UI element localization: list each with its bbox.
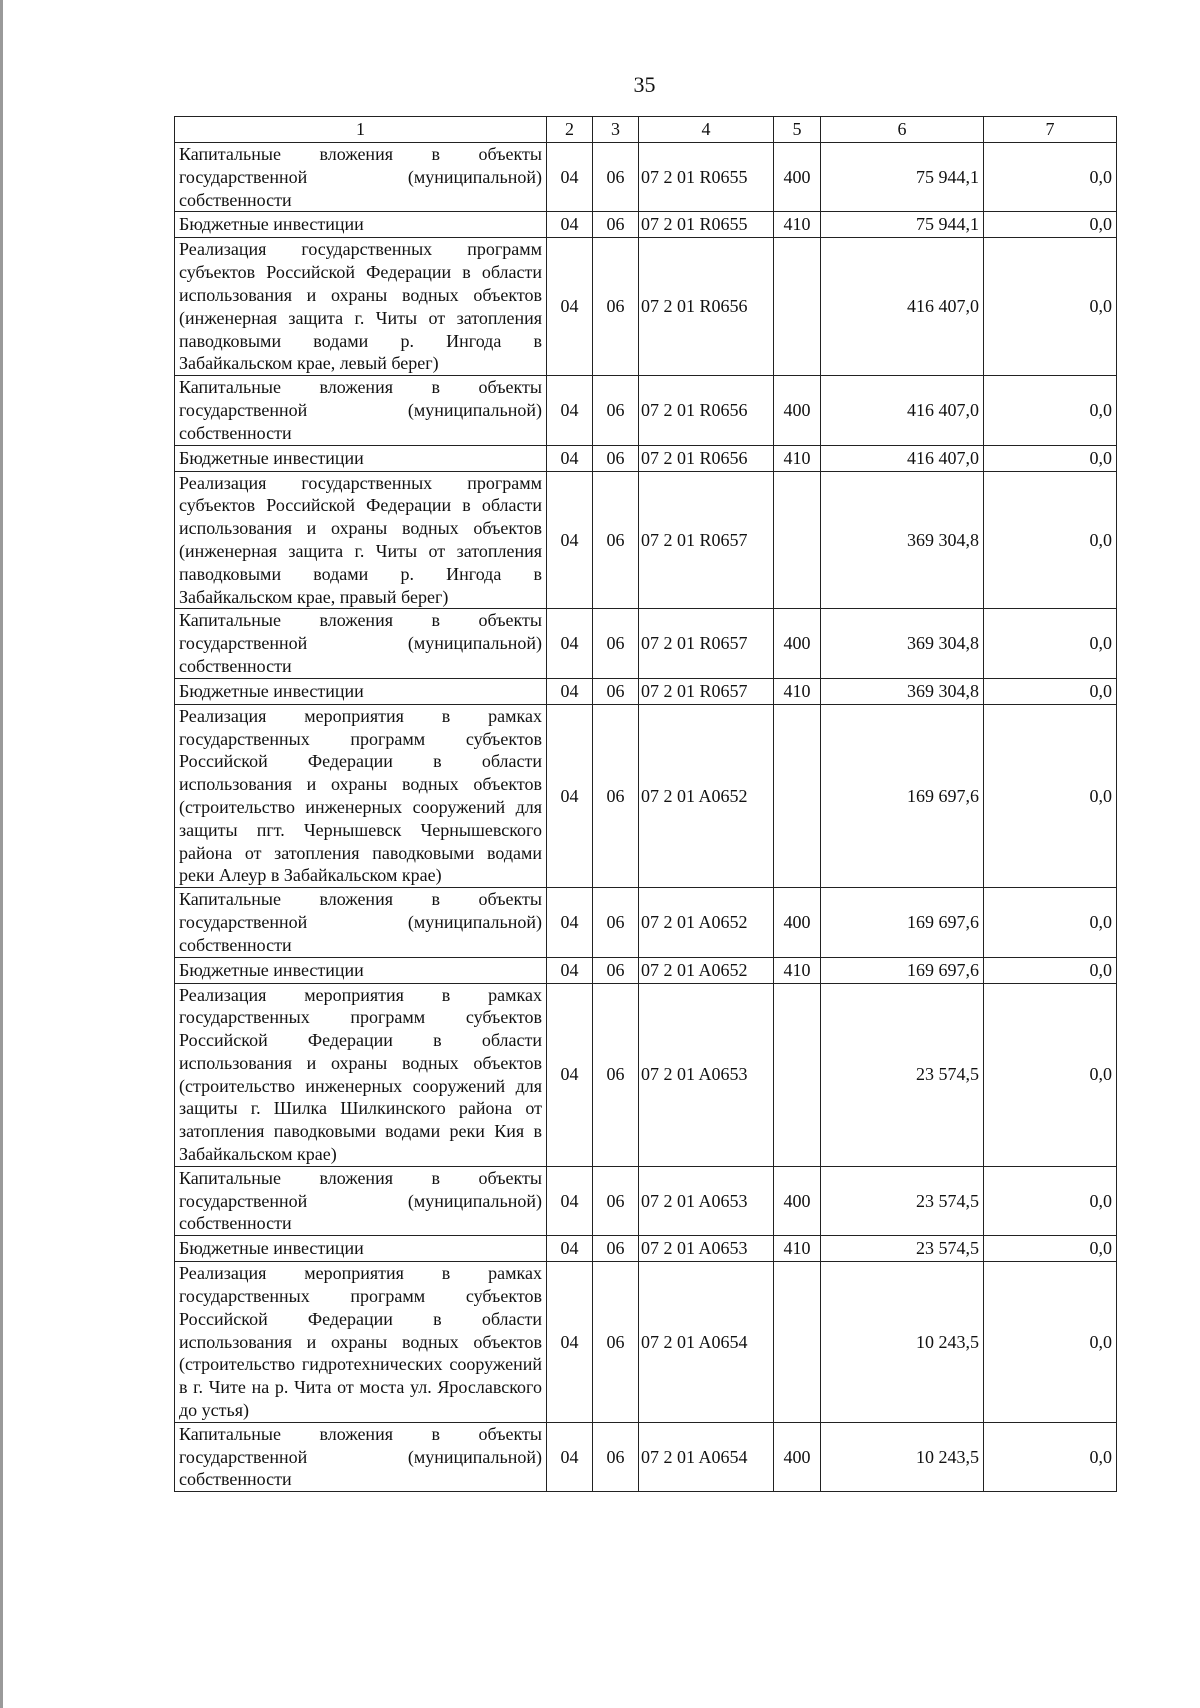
table-row (175, 1236, 1117, 1262)
target-article-cell: 07 2 01 R0656 (639, 376, 774, 445)
amount-cell: 0,0 (984, 1236, 1117, 1262)
column-header: 6 (821, 117, 984, 143)
expense-type-cell: 410 (774, 1236, 821, 1262)
target-article-cell: 07 2 01 R0655 (639, 212, 774, 238)
amount-cell: 0,0 (984, 1166, 1117, 1235)
subsection-code-cell: 06 (593, 678, 639, 704)
expense-name-cell: Бюджетные инвестиции (175, 1236, 547, 1262)
column-header: 7 (984, 117, 1117, 143)
table-row (175, 376, 1117, 445)
amount-cell: 369 304,8 (821, 678, 984, 704)
target-article-cell: 07 2 01 A0652 (639, 888, 774, 957)
target-article-cell: 07 2 01 R0656 (639, 238, 774, 376)
expense-type-cell (774, 704, 821, 887)
amount-cell: 10 243,5 (821, 1262, 984, 1423)
amount-cell: 0,0 (984, 1262, 1117, 1423)
table-row (175, 704, 1117, 887)
target-article-cell: 07 2 01 A0652 (639, 957, 774, 983)
amount-cell: 23 574,5 (821, 1236, 984, 1262)
subsection-code-cell: 06 (593, 1262, 639, 1423)
target-article-cell: 07 2 01 R0655 (639, 143, 774, 212)
amount-cell: 0,0 (984, 609, 1117, 678)
expense-name-cell: Реализация мероприятия в рамках государственных программ субъектов Российской Федерации в области использования и охраны водных объектов (строительство инженерных сооружений для защиты г. Шилка Шилкинского района от затопления паводковыми водами реки Кия в Забайкальском крае) (175, 983, 547, 1166)
amount-cell: 416 407,0 (821, 376, 984, 445)
expense-type-cell: 410 (774, 445, 821, 471)
table-row (175, 212, 1117, 238)
expense-name-cell: Реализация мероприятия в рамках государственных программ субъектов Российской Федерации в области использования и охраны водных объектов (строительство гидротехнических сооружений в г. Чите на р. Чита от моста ул. Ярославского до устья) (175, 1262, 547, 1423)
header-row (175, 117, 1117, 143)
table-row (175, 1422, 1117, 1491)
column-header: 1 (175, 117, 547, 143)
subsection-code-cell: 06 (593, 704, 639, 887)
table-row (175, 678, 1117, 704)
amount-cell: 169 697,6 (821, 957, 984, 983)
column-header: 3 (593, 117, 639, 143)
expense-name-cell: Бюджетные инвестиции (175, 957, 547, 983)
subsection-code-cell: 06 (593, 957, 639, 983)
section-code-cell: 04 (547, 238, 593, 376)
section-code-cell: 04 (547, 1422, 593, 1491)
table-row (175, 445, 1117, 471)
amount-cell: 0,0 (984, 238, 1117, 376)
table-row (175, 609, 1117, 678)
section-code-cell: 04 (547, 376, 593, 445)
table-row (175, 957, 1117, 983)
amount-cell: 0,0 (984, 704, 1117, 887)
amount-cell: 169 697,6 (821, 704, 984, 887)
expense-type-cell (774, 238, 821, 376)
subsection-code-cell: 06 (593, 1236, 639, 1262)
target-article-cell: 07 2 01 A0653 (639, 1166, 774, 1235)
subsection-code-cell: 06 (593, 1422, 639, 1491)
amount-cell: 0,0 (984, 983, 1117, 1166)
subsection-code-cell: 06 (593, 238, 639, 376)
table-body (175, 143, 1117, 1492)
expense-type-cell: 410 (774, 678, 821, 704)
expense-name-cell: Бюджетные инвестиции (175, 445, 547, 471)
budget-table (174, 116, 1117, 1492)
target-article-cell: 07 2 01 R0657 (639, 471, 774, 609)
expense-name-cell: Реализация мероприятия в рамках государственных программ субъектов Российской Федерации в области использования и охраны водных объектов (строительство инженерных сооружений для защиты пгт. Чернышевск Чернышевского района от затопления паводковыми водами реки Алеур в Забайкальском крае) (175, 704, 547, 887)
amount-cell: 0,0 (984, 376, 1117, 445)
amount-cell: 169 697,6 (821, 888, 984, 957)
expense-type-cell (774, 1262, 821, 1423)
target-article-cell: 07 2 01 A0654 (639, 1262, 774, 1423)
expense-name-cell: Бюджетные инвестиции (175, 212, 547, 238)
expense-name-cell: Бюджетные инвестиции (175, 678, 547, 704)
table-row (175, 888, 1117, 957)
expense-type-cell (774, 471, 821, 609)
section-code-cell: 04 (547, 212, 593, 238)
amount-cell: 23 574,5 (821, 1166, 984, 1235)
target-article-cell: 07 2 01 A0652 (639, 704, 774, 887)
section-code-cell: 04 (547, 1236, 593, 1262)
target-article-cell: 07 2 01 A0653 (639, 1236, 774, 1262)
subsection-code-cell: 06 (593, 471, 639, 609)
section-code-cell: 04 (547, 957, 593, 983)
expense-type-cell: 410 (774, 957, 821, 983)
expense-type-cell: 400 (774, 609, 821, 678)
section-code-cell: 04 (547, 1262, 593, 1423)
expense-type-cell: 400 (774, 888, 821, 957)
expense-name-cell: Реализация государственных программ субъектов Российской Федерации в области использования и охраны водных объектов (инженерная защита г. Читы от затопления паводковыми водами р. Ингода в Забайкальском крае, левый берег) (175, 238, 547, 376)
section-code-cell: 04 (547, 888, 593, 957)
amount-cell: 416 407,0 (821, 238, 984, 376)
table-row (175, 1262, 1117, 1423)
amount-cell: 23 574,5 (821, 983, 984, 1166)
table-row (175, 471, 1117, 609)
amount-cell: 75 944,1 (821, 143, 984, 212)
expense-name-cell: Капитальные вложения в объекты государственной (муниципальной) собственности (175, 609, 547, 678)
amount-cell: 369 304,8 (821, 609, 984, 678)
section-code-cell: 04 (547, 445, 593, 471)
section-code-cell: 04 (547, 609, 593, 678)
subsection-code-cell: 06 (593, 212, 639, 238)
column-header: 5 (774, 117, 821, 143)
expense-type-cell (774, 983, 821, 1166)
column-header: 4 (639, 117, 774, 143)
section-code-cell: 04 (547, 704, 593, 887)
column-header: 2 (547, 117, 593, 143)
target-article-cell: 07 2 01 R0656 (639, 445, 774, 471)
table-row (175, 1166, 1117, 1235)
section-code-cell: 04 (547, 678, 593, 704)
subsection-code-cell: 06 (593, 888, 639, 957)
amount-cell: 0,0 (984, 471, 1117, 609)
expense-type-cell: 400 (774, 376, 821, 445)
expense-name-cell: Капитальные вложения в объекты государственной (муниципальной) собственности (175, 888, 547, 957)
amount-cell: 0,0 (984, 678, 1117, 704)
target-article-cell: 07 2 01 A0654 (639, 1422, 774, 1491)
subsection-code-cell: 06 (593, 983, 639, 1166)
amount-cell: 10 243,5 (821, 1422, 984, 1491)
amount-cell: 416 407,0 (821, 445, 984, 471)
subsection-code-cell: 06 (593, 1166, 639, 1235)
table-row (175, 238, 1117, 376)
target-article-cell: 07 2 01 R0657 (639, 609, 774, 678)
amount-cell: 75 944,1 (821, 212, 984, 238)
amount-cell: 0,0 (984, 888, 1117, 957)
amount-cell: 0,0 (984, 957, 1117, 983)
expense-type-cell: 400 (774, 143, 821, 212)
expense-name-cell: Реализация государственных программ субъектов Российской Федерации в области использования и охраны водных объектов (инженерная защита г. Читы от затопления паводковыми водами р. Ингода в Забайкальском крае, правый берег) (175, 471, 547, 609)
section-code-cell: 04 (547, 1166, 593, 1235)
subsection-code-cell: 06 (593, 376, 639, 445)
table-row (175, 143, 1117, 212)
table-row (175, 983, 1117, 1166)
target-article-cell: 07 2 01 R0657 (639, 678, 774, 704)
section-code-cell: 04 (547, 143, 593, 212)
amount-cell: 0,0 (984, 445, 1117, 471)
expense-type-cell: 410 (774, 212, 821, 238)
expense-name-cell: Капитальные вложения в объекты государственной (муниципальной) собственности (175, 1422, 547, 1491)
subsection-code-cell: 06 (593, 445, 639, 471)
amount-cell: 0,0 (984, 212, 1117, 238)
expense-type-cell: 400 (774, 1166, 821, 1235)
amount-cell: 369 304,8 (821, 471, 984, 609)
subsection-code-cell: 06 (593, 609, 639, 678)
expense-name-cell: Капитальные вложения в объекты государственной (муниципальной) собственности (175, 376, 547, 445)
expense-name-cell: Капитальные вложения в объекты государственной (муниципальной) собственности (175, 143, 547, 212)
section-code-cell: 04 (547, 471, 593, 609)
target-article-cell: 07 2 01 A0653 (639, 983, 774, 1166)
expense-name-cell: Капитальные вложения в объекты государственной (муниципальной) собственности (175, 1166, 547, 1235)
page-number: 35 (633, 72, 656, 97)
scan-edge (0, 0, 3, 1708)
amount-cell: 0,0 (984, 1422, 1117, 1491)
amount-cell: 0,0 (984, 143, 1117, 212)
subsection-code-cell: 06 (593, 143, 639, 212)
section-code-cell: 04 (547, 983, 593, 1166)
expense-type-cell: 400 (774, 1422, 821, 1491)
